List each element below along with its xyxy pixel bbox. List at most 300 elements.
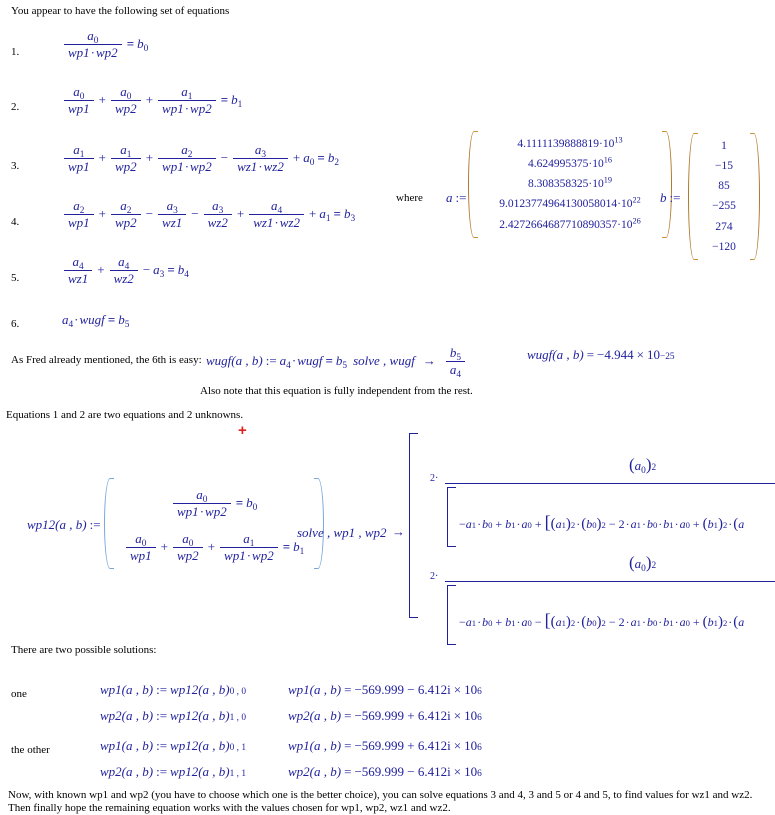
sym-b: b (482, 517, 489, 531)
sym-wugf: wugf (79, 312, 105, 327)
sym-dot: · (625, 517, 630, 531)
val-base: 10 (464, 682, 478, 697)
sym-equals: = (344, 738, 352, 753)
system-right-paren (314, 478, 324, 569)
sym-wp1: wp1 (68, 100, 90, 116)
sym-minus: − (608, 517, 616, 531)
sym-equals: = (344, 682, 352, 697)
sym-plus: + (495, 615, 503, 629)
matrix-b-cell-3: −255 (712, 200, 736, 213)
sub-3: 3 (350, 214, 356, 225)
closing-line-1: Now, with known wp1 and wp2 (you have to choose which one is the better choice), you can solve equations 3 and 4, 3 and 5 or 4 and 5, to find values for wz1 and wz2. (8, 789, 753, 801)
sym-a: a (135, 531, 142, 547)
sym-plus: + (692, 615, 700, 629)
sym-plus: + (97, 262, 105, 278)
fraction-a3-over-wz1 (158, 199, 186, 229)
sym-dot: · (516, 517, 521, 531)
cell-exp: 22 (632, 196, 641, 206)
sym-a: a (120, 142, 127, 157)
coef-2: 2 (618, 517, 625, 531)
sym-dot: · (274, 214, 279, 230)
def-rhs: wp12(a , b) (170, 682, 230, 697)
matrix-b-right-paren (750, 133, 760, 260)
result-row-2-numerator: ( $a_0$ ) 2 (629, 553, 657, 574)
fraction-a3-over-wz2 (204, 199, 232, 229)
sym-a: a (118, 254, 125, 269)
sym-dot: · (658, 615, 663, 629)
val-number: −569.999 − 6.412i (354, 764, 451, 779)
val-base: 10 (464, 738, 478, 753)
sym-a: a (555, 615, 562, 629)
sym-dot: · (625, 615, 630, 629)
sym-plus: + (145, 150, 154, 166)
equation-5 (62, 254, 189, 285)
wp12-solve-arrow: → (392, 524, 405, 539)
val-lhs: wp2(a , b) (288, 708, 342, 723)
sym-wp1: wp1 (130, 547, 152, 563)
sub-5: 5 (124, 319, 130, 330)
sym-a: a (738, 517, 745, 531)
sym-wp1: wp1 (177, 503, 199, 519)
sub-4: 4 (124, 261, 130, 272)
val-base: 10 (464, 708, 478, 723)
sym-dot: · (658, 517, 663, 531)
sym-wz1: wz1 (237, 158, 258, 174)
sym-a: a (738, 615, 745, 629)
result-row-1-coef (430, 473, 438, 484)
sym-b: b (118, 312, 125, 327)
result-row-1-numerator: ( $a_0$ ) 2 (629, 455, 657, 476)
wp12-system-matrix (104, 478, 324, 569)
sym-wp2: wp2 (115, 214, 137, 230)
wugf-args: (a , b) (231, 353, 263, 369)
result-row-2-fraction-bar (445, 581, 775, 582)
sym-equals: = (235, 494, 244, 510)
sym-a: a (630, 517, 637, 531)
sym-minus: − (608, 615, 616, 629)
sym-wz2: wz2 (279, 214, 300, 230)
sym-a: a (87, 28, 94, 43)
sym-b: b (246, 494, 253, 510)
fraction-a1-over-wp1wp2 (158, 85, 216, 115)
sym-dot: · (641, 517, 646, 531)
sym-a: a (630, 615, 637, 629)
sub-1: 1 (325, 214, 331, 225)
coef-dot: · (435, 571, 439, 582)
sym-assign: := (156, 682, 168, 697)
fraction-a1-over-wp2 (111, 143, 141, 173)
sym-a: a (62, 312, 69, 327)
equation-number-1: 1. (11, 46, 20, 58)
solution-other-val-2: wp2(a , b) = −569.999 − 6.412i × 10 6 (288, 764, 482, 779)
sym-dot: · (90, 44, 96, 60)
solve-keyword: solve , wugf (353, 353, 415, 369)
cell-mul: · (617, 198, 621, 211)
coef-dot: · (435, 473, 439, 484)
sub-0: 0 (188, 539, 194, 550)
wugf-definition (206, 345, 467, 380)
sym-assign: := (89, 517, 101, 532)
sym-equals: = (317, 150, 325, 166)
sub-0: 0 (309, 158, 315, 169)
sym-wp12: wp12 (27, 517, 56, 532)
matrix-a-name (446, 190, 469, 206)
fraction-a2-over-wp1 (64, 199, 94, 229)
matrix-b-cell-2: 85 (718, 180, 730, 193)
sym-a: a (465, 517, 472, 531)
fraction-a0-over-wp1 (126, 532, 156, 562)
val-number: −569.999 + 6.412i (354, 738, 451, 753)
sym-plus: + (98, 92, 107, 108)
system-eq-2 (124, 528, 304, 562)
def-lhs: wp2(a , b) (100, 764, 154, 779)
cell-mul: · (617, 218, 621, 231)
fraction-a0-over-wp2 (111, 85, 141, 115)
sym-minus: − (534, 615, 542, 629)
sym-b: b (335, 353, 343, 369)
coef: 2 (430, 473, 435, 484)
cell-mantissa: 4.1111139888819 (517, 138, 600, 150)
sym-times: × (453, 764, 462, 779)
note-fred: As Fred already mentioned, the 6th is easy: (11, 354, 202, 366)
sym-a: a (465, 615, 472, 629)
fraction-a2-over-wp2 (111, 199, 141, 229)
sym-dot: · (516, 615, 521, 629)
sub-0: 0 (143, 44, 149, 55)
label-one: one (11, 688, 27, 700)
sub-0: 0 (141, 539, 147, 550)
sub-4: 4 (79, 261, 84, 272)
sym-wugf: wugf (206, 353, 232, 369)
matrix-b-cell-5: −120 (712, 240, 736, 253)
sym-minus: − (142, 262, 151, 278)
wugf-value-lhs: wugf(a , b) (527, 347, 584, 362)
equation-number-2: 2. (11, 101, 20, 113)
sub-0: 0 (252, 502, 258, 513)
sym-b: b (586, 615, 593, 629)
sub-1: 1 (187, 91, 193, 102)
sym-wp1: wp1 (68, 214, 90, 230)
matrix-b-cell-4: 274 (715, 220, 733, 233)
sub-3: 3 (159, 270, 165, 281)
sub-1: 1 (299, 547, 305, 558)
fraction-a0-over-wp2 (173, 532, 203, 562)
fraction-a0-over-wp1wp2 (173, 488, 231, 518)
coef: 2 (430, 571, 435, 582)
sym-b: b (231, 92, 238, 108)
cell-base: 10 (602, 138, 615, 150)
sym-b: b (586, 517, 593, 531)
sym-dot: · (246, 547, 252, 563)
def-rhs: wp12(a , b) (170, 738, 230, 753)
sym-plus: + (98, 206, 107, 222)
sym-a: a (166, 198, 174, 213)
sym-dot: · (477, 615, 482, 629)
sym-assign: := (265, 353, 277, 369)
sym-wz2: wz2 (207, 214, 228, 230)
sub-1: 1 (79, 149, 85, 160)
sym-a: a (182, 531, 189, 547)
wugf-value-mantissa: −4.944 (597, 347, 634, 362)
system-eq-1 (124, 484, 304, 518)
result-row-1-fraction-bar (445, 483, 775, 484)
result-row-2-coef (430, 571, 438, 582)
sym-b: b (663, 615, 670, 629)
matrix-b (688, 133, 760, 260)
sub-4: 4 (286, 361, 291, 372)
equation-3 (62, 142, 339, 173)
sym-times: × (453, 738, 462, 753)
equation-number-6: 6. (11, 318, 20, 330)
fraction-b5-over-a4 (446, 345, 465, 380)
sym-a: a (73, 198, 80, 213)
sym-a: a (634, 458, 642, 473)
sym-equals: = (333, 206, 341, 222)
sym-b: b (449, 345, 457, 360)
equation-number-3: 3. (11, 160, 20, 172)
sub-0: 0 (641, 465, 646, 476)
fraction-a0-over-wp1wp2 (64, 29, 122, 59)
equation-1 (62, 28, 148, 59)
sym-b: b (646, 615, 653, 629)
sym-dot: · (674, 517, 679, 531)
sym-a: a (521, 517, 528, 531)
sub-2: 2 (187, 149, 193, 160)
intro-text: You appear to have the following set of equations (11, 5, 230, 17)
sym-b: b (177, 262, 185, 278)
cursor-crosshair: + (238, 422, 247, 439)
paren-close: ) (645, 553, 652, 572)
system-left-paren (104, 478, 114, 569)
cell-mantissa: 2.4272664687710890357 (499, 218, 618, 231)
sym-equals: = (107, 312, 116, 327)
cell-base: 10 (592, 158, 604, 171)
cell-mantissa: 8.308358325 (528, 178, 589, 191)
sym-plus: + (145, 92, 154, 108)
sym-a: a (446, 190, 453, 205)
result-row-2-denom-bracket (447, 585, 456, 645)
cell-mul: · (599, 138, 603, 150)
sym-b: b (707, 517, 714, 531)
sym-assign: := (156, 764, 168, 779)
note-equations-12: Equations 1 and 2 are two equations and 2 unknowns. (6, 409, 244, 421)
sym-b: b (707, 615, 714, 629)
fraction-a4-over-wz1wz2 (249, 199, 304, 229)
note-two-solutions: There are two possible solutions: (11, 644, 157, 656)
sym-a: a (319, 206, 326, 222)
sym-equals: = (220, 92, 229, 108)
sym-plus: + (692, 517, 700, 531)
sym-wz1: wz1 (68, 270, 89, 286)
sub-0: 0 (93, 35, 99, 46)
matrix-b-name (660, 190, 683, 206)
sym-a: a (634, 556, 642, 571)
equation-2 (62, 84, 242, 115)
fraction-a0-over-wp1 (64, 85, 94, 115)
matrix-a-cell-3 (484, 194, 656, 214)
sub-1: 1 (237, 100, 243, 111)
cell-exp: 26 (632, 216, 641, 226)
sym-a: a (679, 615, 686, 629)
sym-a: a (212, 198, 219, 213)
sym-a: a (243, 531, 250, 547)
solution-other-def-1: wp1(a , b) := wp12(a , b) 0 , 1 (100, 738, 246, 753)
paren-close: ) (645, 455, 652, 474)
sym-b: b (137, 36, 144, 52)
fraction-a1-over-wp1wp2 (220, 532, 278, 562)
sub-0: 0 (641, 563, 646, 574)
sub-3: 3 (261, 149, 267, 160)
sym-wp2: wp2 (96, 44, 118, 60)
sym-equals: = (344, 708, 352, 723)
where-label: where (396, 192, 423, 204)
sym-dot: · (641, 615, 646, 629)
sym-a: a (521, 615, 528, 629)
sym-wp2: wp2 (177, 547, 199, 563)
sub-4: 4 (456, 369, 461, 380)
sym-a: a (449, 361, 457, 377)
coef-2: 2 (618, 615, 625, 629)
sym-wp1: wp1 (68, 44, 90, 60)
sym-plus: + (292, 150, 301, 166)
sym-b: b (343, 206, 351, 222)
sym-assign: := (455, 190, 467, 205)
sym-b: b (663, 517, 670, 531)
val-number: −569.999 + 6.412i (354, 708, 451, 723)
sym-arrow: → (422, 353, 436, 369)
matrix-b-cell-0: 1 (721, 140, 727, 152)
sym-a: a (196, 487, 203, 502)
fraction-a4-over-wz1 (64, 255, 92, 285)
matrix-a (468, 131, 672, 238)
def-rhs: wp12(a , b) (170, 708, 230, 723)
sym-dot: · (674, 615, 679, 629)
sym-times: × (453, 682, 462, 697)
def-lhs: wp1(a , b) (100, 738, 154, 753)
sym-plus: + (309, 206, 317, 222)
sym-minus: − (459, 517, 466, 531)
sub-5: 5 (342, 361, 348, 372)
sym-a: a (679, 517, 686, 531)
sym-b: b (505, 615, 512, 629)
sym-wp1: wp1 (162, 158, 184, 174)
sub-4: 4 (277, 205, 283, 216)
matrix-b-cell-1: −15 (715, 160, 733, 173)
solution-other-def-2: wp2(a , b) := wp12(a , b) 1 , 1 (100, 764, 246, 779)
paren-open: ( (629, 455, 635, 474)
sym-b: b (505, 517, 512, 531)
matrix-a-cell-2 (484, 174, 656, 194)
sym-a: a (271, 198, 278, 213)
sub-2: 2 (334, 158, 339, 169)
sym-assign: := (669, 190, 681, 205)
wp12-definition-label (27, 517, 104, 533)
note-independent: Also note that this equation is fully independent from the rest. (200, 385, 473, 397)
sym-minus: − (220, 150, 229, 166)
sym-equals: = (586, 347, 595, 362)
sym-plus: + (98, 150, 107, 166)
sym-dot: · (184, 158, 190, 174)
sym-plus: + (207, 539, 216, 555)
sym-dot: · (291, 353, 297, 369)
val-lhs: wp2(a , b) (288, 764, 342, 779)
sym-minus: − (459, 615, 466, 629)
sub-4: 4 (68, 319, 74, 330)
cell-base: 10 (592, 178, 604, 191)
sym-wp1: wp1 (68, 158, 90, 174)
sym-minus: − (191, 206, 199, 222)
def-lhs: wp2(a , b) (100, 708, 154, 723)
result-row-1-denominator: − a 1 · b 0 + b 1 · a 0 + [ ( a 1 ) 2 · ( b 0 ) 2 − 2 · a 1 · b 0 · b 1 · a 0 + ( b 1 ) 2 · ( a (459, 512, 745, 532)
cell-base: 10 (620, 218, 633, 231)
sym-a: a (120, 84, 127, 99)
def-lhs: wp1(a , b) (100, 682, 154, 697)
fraction-a4-over-wz2 (110, 255, 138, 285)
sym-wp2: wp2 (115, 158, 137, 174)
sym-wz2: wz2 (263, 158, 284, 174)
sym-plus: + (495, 517, 503, 531)
sym-a: a (153, 262, 160, 278)
cell-mul: · (588, 158, 593, 171)
paren-open: ( (629, 553, 635, 572)
solution-one-val-1: wp1(a , b) = −569.999 − 6.412i × 10 6 (288, 682, 482, 697)
sym-equals: = (325, 353, 333, 369)
sym-dot: · (477, 517, 482, 531)
cell-base: 10 (620, 198, 633, 211)
sym-dot: · (728, 615, 733, 629)
sym-b: b (646, 517, 653, 531)
sym-a: a (279, 353, 287, 369)
sub-2: 2 (79, 205, 85, 216)
equation-number-5: 5. (11, 272, 20, 284)
matrix-b-left-paren (688, 133, 698, 260)
sym-a: a (72, 254, 80, 269)
sym-a: a (181, 142, 188, 157)
cell-mul: · (588, 178, 593, 191)
matrix-a-right-paren (662, 131, 672, 238)
equation-number-4: 4. (11, 216, 20, 228)
result-row-2-denominator: − a 1 · b 0 + b 1 · a 0 − [ ( a 1 ) 2 · ( b 0 ) 2 − 2 · a 1 · b 0 · b 1 · a 0 + ( b 1 ) 2 · ( a (459, 610, 745, 630)
sym-minus: − (145, 206, 154, 222)
cell-exp: 16 (603, 155, 612, 165)
val-lhs: wp1(a , b) (288, 682, 342, 697)
sym-wugf: wugf (297, 353, 323, 369)
sym-wp2: wp2 (190, 100, 212, 116)
wp12-args: (a , b) (55, 517, 87, 532)
sub-1: 1 (249, 539, 255, 550)
sub-3: 3 (218, 205, 224, 216)
wugf-value: wugf(a , b) = −4.944 × 10 −25 (527, 347, 675, 362)
fraction-a3-over-wz1wz2 (233, 143, 288, 173)
sym-wp2: wp2 (252, 547, 274, 563)
sub-0: 0 (79, 91, 85, 102)
result-outer-bracket (409, 433, 418, 618)
equation-6 (62, 312, 129, 328)
sym-a: a (181, 84, 188, 99)
val-base: 10 (464, 764, 478, 779)
matrix-a-left-paren (468, 131, 478, 238)
sub-0: 0 (126, 91, 132, 102)
sym-wz1: wz1 (162, 214, 183, 230)
sym-dot: · (576, 517, 581, 531)
sym-equals: = (167, 262, 175, 278)
sym-a: a (254, 142, 262, 157)
sym-dot: · (74, 312, 79, 327)
sub-4: 4 (184, 270, 189, 281)
sym-wp2: wp2 (190, 158, 212, 174)
sym-b: b (327, 150, 335, 166)
sym-times: × (453, 708, 462, 723)
